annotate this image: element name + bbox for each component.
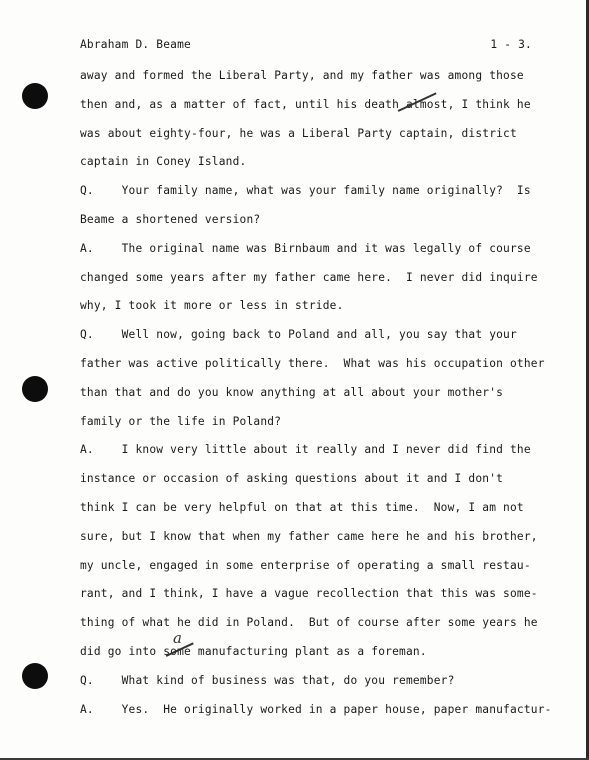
text-line: Q. Your family name, what was your family name originally? Is <box>80 184 531 198</box>
text-line: father was active politically there. What was his occupation other <box>80 356 545 370</box>
text-line: captain in Coney Island. <box>80 155 247 169</box>
text-line: rant, and I think, I have a vague recollection that this was some- <box>80 587 538 601</box>
text-line: my uncle, engaged in some enterprise of operating a small restau- <box>80 558 531 572</box>
text-line: changed some years after my father came here. I never did inquire <box>80 270 538 284</box>
handwritten-correction: a <box>173 629 182 647</box>
text-line: than that and do you know anything at all about your mother's <box>80 385 504 399</box>
interviewee-name: Abraham D. Beame <box>80 38 191 51</box>
text-line: was about eighty-four, he was a Liberal Party captain, district <box>80 126 517 140</box>
punch-hole-top <box>22 83 48 109</box>
transcript-body <box>80 68 550 730</box>
text-line: sure, but I know that when my father came here he and his brother, <box>80 529 538 543</box>
text-line: away and formed the Liberal Party, and my father was among those <box>80 69 524 82</box>
text-line: why, I took it more or less in stride. <box>80 299 344 313</box>
text-line: Beame a shortened version? <box>80 212 261 226</box>
text-line: instance or occasion of asking questions about it and I don't <box>80 472 504 486</box>
text-line: A. The original name was Birnbaum and it was legally of course <box>80 241 531 255</box>
text-line: A. I know very little about it really and I never did find the <box>80 443 531 457</box>
text-line: Q. What kind of business was that, do you remember? <box>80 673 455 687</box>
text-line: did go into some manufacturing plant as a foreman. <box>80 644 427 658</box>
page-number: 1 - 3. <box>490 38 532 51</box>
punch-hole-bottom <box>22 663 48 689</box>
text-line: A. Yes. He originally worked in a paper house, paper manufactur- <box>80 702 552 716</box>
text-line: thing of what he did in Poland. But of course after some years he <box>80 616 538 630</box>
text-line: then and, as a matter of fact, until his death almost, I think he <box>80 97 531 111</box>
text-line: family or the life in Poland? <box>80 414 282 428</box>
text-line: think I can be very helpful on that at this time. Now, I am not <box>80 500 524 514</box>
punch-hole-middle <box>22 376 48 402</box>
text-line: Q. Well now, going back to Poland and all, you say that your <box>80 328 517 342</box>
